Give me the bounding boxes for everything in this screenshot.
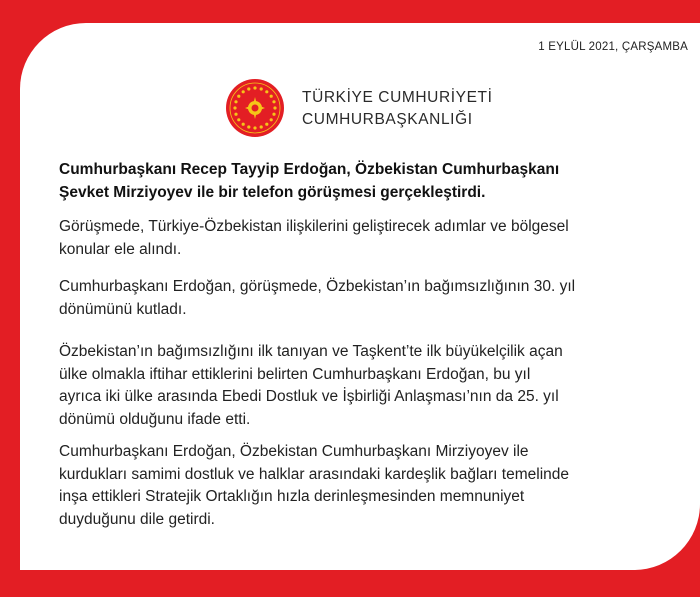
press-release-card bbox=[20, 23, 700, 570]
paragraph-line: ülke olmakla iftihar ettiklerini belirten Cumhurbaşkanı Erdoğan, bu yıl bbox=[59, 365, 531, 383]
paragraph-line: kurdukları samimi dostluk ve halklar arasındaki kardeşlik bağları temelinde bbox=[59, 465, 570, 483]
paragraph-1 bbox=[59, 216, 679, 261]
paragraph-line: ayrıca iki ülke arasında Ebedi Dostluk ve İşbirliği Anlaşması’nın da 25. yıl bbox=[59, 388, 559, 405]
organization-name bbox=[302, 87, 493, 131]
paragraph-line: dönümünü kutladı. bbox=[59, 300, 187, 318]
presidential-seal-icon bbox=[225, 78, 285, 138]
paragraph-3 bbox=[59, 341, 679, 431]
headline-line: Cumhurbaşkanı Recep Tayyip Erdoğan, Özbekistan Cumhurbaşkanı bbox=[59, 161, 560, 178]
paragraph-line: konular ele alındı. bbox=[59, 240, 182, 258]
headline bbox=[59, 158, 679, 204]
paragraph-line: dönümü olduğunu ifade etti. bbox=[59, 410, 251, 428]
paragraph-line: Özbekistan’ın bağımsızlığını ilk tanıyan ve Taşkent’te ilk büyükelçilik açan bbox=[59, 343, 563, 360]
paragraph-4 bbox=[59, 441, 679, 531]
paragraph-line: Cumhurbaşkanı Erdoğan, Özbekistan Cumhurbaşkanı Mirziyoyev ile bbox=[59, 443, 529, 460]
paragraph-line: duyduğunu dile getirdi. bbox=[59, 510, 215, 528]
paragraph-line: inşa ettikleri Stratejik Ortaklığın hızla derinleşmesinden memnuniyet bbox=[59, 488, 525, 505]
date-label: 1 EYLÜL 2021, ÇARŞAMBA bbox=[538, 41, 688, 53]
paragraph-line: Görüşmede, Türkiye-Özbekistan ilişkilerini geliştirecek adımlar ve bölgesel bbox=[59, 218, 569, 235]
paragraph-2 bbox=[59, 276, 679, 321]
org-line-1: TÜRKİYE CUMHURİYETİ bbox=[302, 89, 493, 106]
paragraph-line: Cumhurbaşkanı Erdoğan, görüşmede, Özbekistan’ın bağımsızlığının 30. yıl bbox=[59, 278, 576, 295]
org-line-2: CUMHURBAŞKANLIĞI bbox=[302, 111, 473, 128]
headline-line: Şevket Mirziyoyev ile bir telefon görüşmesi gerçekleştirdi. bbox=[59, 184, 486, 201]
